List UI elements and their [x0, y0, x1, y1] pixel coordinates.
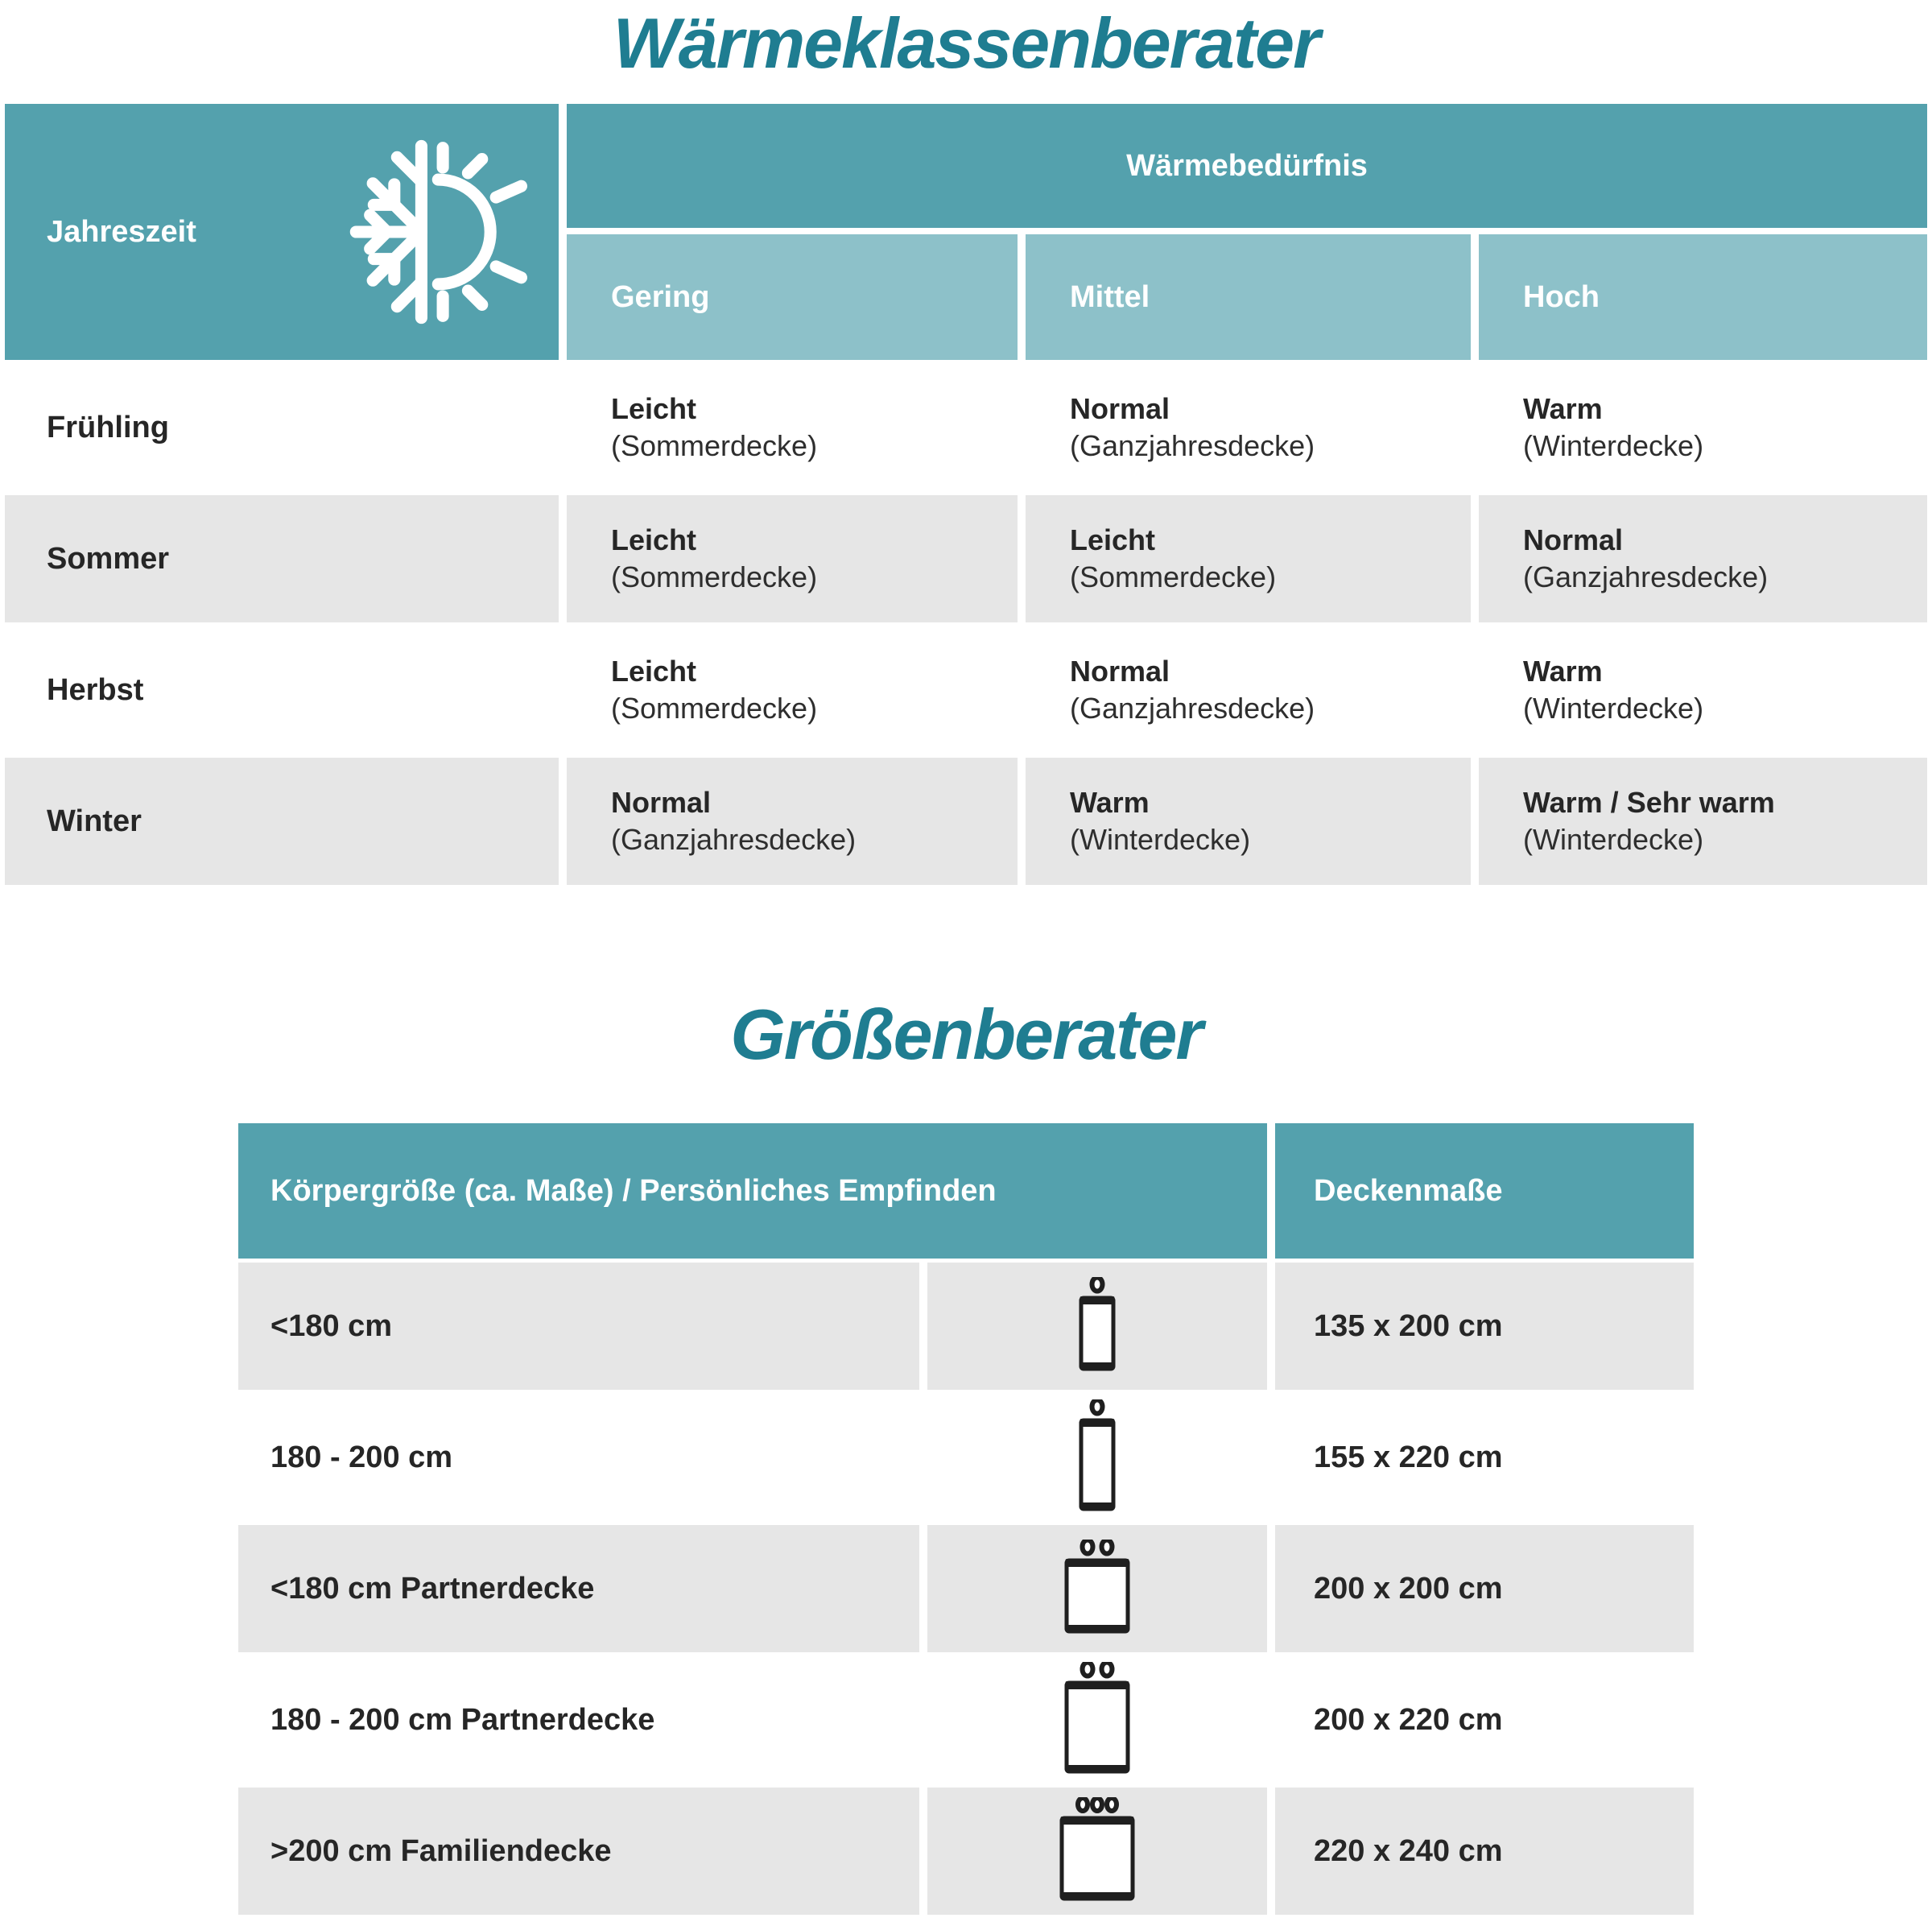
warmth-cell — [567, 495, 1018, 622]
warmth-level: Warm / Sehr warm — [1523, 786, 1775, 819]
blanket-size-header: Deckenmaße — [1275, 1123, 1694, 1259]
blanket-type: (Winterdecke) — [1523, 692, 1704, 725]
blanket-type: (Sommerdecke) — [611, 429, 818, 462]
season-cell: Frühling — [5, 364, 559, 491]
warmth-table — [5, 104, 1927, 885]
warmth-cell — [567, 364, 1018, 491]
warmth-level: Normal — [1070, 655, 1170, 688]
warmth-cell — [1479, 495, 1927, 622]
size-table-row — [238, 1394, 1694, 1521]
warmth-level: Warm — [1523, 655, 1603, 688]
column-header-hoch: Hoch — [1479, 234, 1927, 360]
blanket-type: (Sommerdecke) — [611, 692, 818, 725]
warmth-level: Normal — [1070, 392, 1170, 425]
warmth-level: Leicht — [611, 655, 697, 688]
warmth-need-header-group — [567, 104, 1927, 360]
warmth-cell — [1026, 495, 1471, 622]
season-header-cell — [5, 104, 559, 360]
blanket-type: (Ganzjahresdecke) — [611, 823, 857, 856]
warmth-level: Normal — [1523, 523, 1624, 556]
warmth-cell — [1479, 758, 1927, 885]
season-header-label: Jahreszeit — [47, 214, 196, 249]
warmth-table-header — [5, 104, 1927, 360]
height-label: <180 cm — [238, 1263, 919, 1390]
blanket-type: (Winterdecke) — [1523, 429, 1704, 462]
blanket-type: (Ganzjahresdecke) — [1523, 560, 1769, 593]
person-blanket-3-icon — [927, 1788, 1267, 1915]
blanket-size-value: 220 x 240 cm — [1275, 1788, 1694, 1915]
height-label: <180 cm Partnerdecke — [238, 1525, 919, 1652]
blanket-type: (Winterdecke) — [1523, 823, 1704, 856]
season-cell: Herbst — [5, 626, 559, 754]
size-table-header — [238, 1123, 1694, 1259]
warmth-need-columns — [567, 234, 1927, 360]
blanket-type: (Sommerdecke) — [1070, 560, 1277, 593]
size-table — [238, 1123, 1694, 1915]
warmth-level: Leicht — [611, 392, 697, 425]
warmth-level: Leicht — [611, 523, 697, 556]
column-header-mittel: Mittel — [1026, 234, 1471, 360]
warmth-need-label: Wärmebedürfnis — [1126, 148, 1368, 183]
blanket-type: (Winterdecke) — [1070, 823, 1251, 856]
size-table-row — [238, 1656, 1694, 1784]
warmth-level: Warm — [1070, 786, 1150, 819]
blanket-size-value: 135 x 200 cm — [1275, 1263, 1694, 1390]
blanket-type: (Ganzjahresdecke) — [1070, 692, 1315, 725]
person-blanket-2-tall-icon — [927, 1656, 1267, 1784]
warmth-cell — [1026, 364, 1471, 491]
size-table-row — [238, 1788, 1694, 1915]
infographic-page — [0, 3, 1932, 1915]
warmth-cell — [567, 758, 1018, 885]
blanket-type: (Sommerdecke) — [611, 560, 818, 593]
person-blanket-2-short-icon — [927, 1525, 1267, 1652]
warmth-cell — [1026, 758, 1471, 885]
warmth-cell — [1479, 626, 1927, 754]
height-label: 180 - 200 cm Partnerdecke — [238, 1656, 919, 1784]
height-label: >200 cm Familiendecke — [238, 1788, 919, 1915]
warmth-table-body — [5, 364, 1927, 885]
person-blanket-1-tall-icon — [927, 1394, 1267, 1521]
warmth-cell — [1026, 626, 1471, 754]
blanket-size-value: 155 x 220 cm — [1275, 1394, 1694, 1521]
person-blanket-1-short-icon — [927, 1263, 1267, 1390]
warmth-cell — [1479, 364, 1927, 491]
season-cell: Sommer — [5, 495, 559, 622]
size-table-row — [238, 1525, 1694, 1652]
size-table-title: Größenberater — [730, 994, 1202, 1074]
warmth-cell — [567, 626, 1018, 754]
snowflake-sun-icon — [331, 138, 536, 325]
season-cell: Winter — [5, 758, 559, 885]
height-label: 180 - 200 cm — [238, 1394, 919, 1521]
body-height-header: Körpergröße (ca. Maße) / Persönliches Empfinden — [238, 1123, 1267, 1259]
column-header-gering: Gering — [567, 234, 1018, 360]
warmth-need-header — [567, 104, 1927, 228]
warmth-level: Normal — [611, 786, 712, 819]
warmth-table-title: Wärmeklassenberater — [613, 3, 1319, 83]
blanket-size-value: 200 x 220 cm — [1275, 1656, 1694, 1784]
blanket-size-value: 200 x 200 cm — [1275, 1525, 1694, 1652]
blanket-type: (Ganzjahresdecke) — [1070, 429, 1315, 462]
size-table-row — [238, 1263, 1694, 1390]
warmth-level: Leicht — [1070, 523, 1156, 556]
warmth-level: Warm — [1523, 392, 1603, 425]
